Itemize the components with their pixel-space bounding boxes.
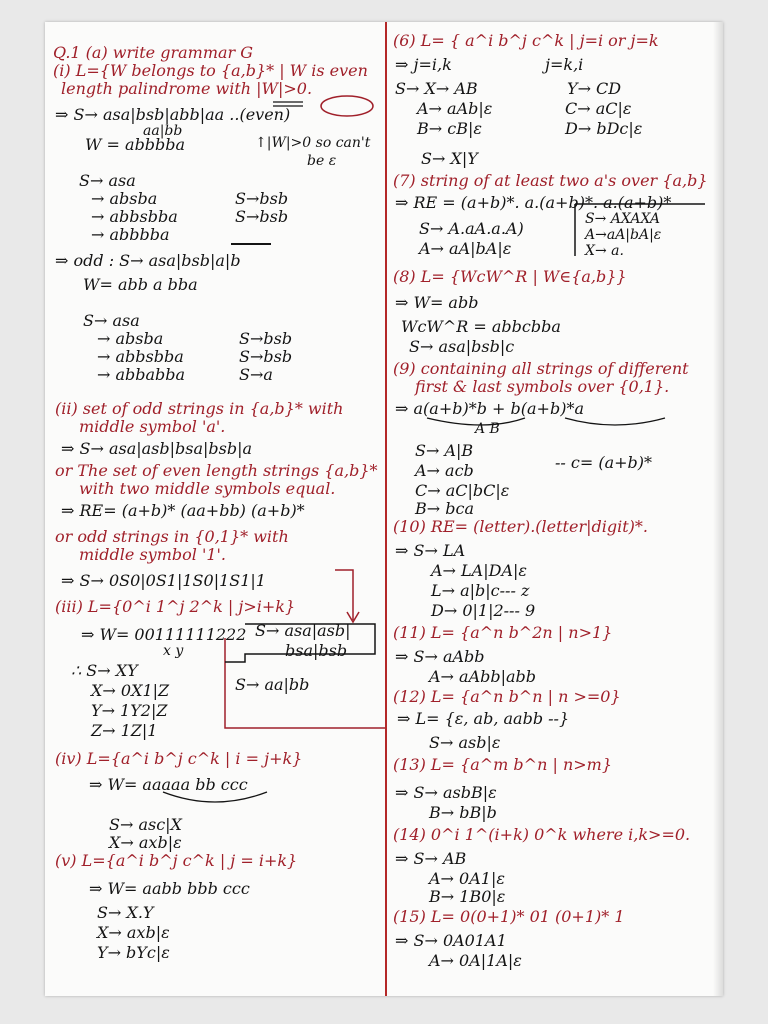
box-line: S→ asa|asb| <box>255 621 351 640</box>
left-line: X→ axb|ε <box>97 923 170 942</box>
left-line: → abbsbba <box>97 347 184 366</box>
arrow-line <box>335 570 353 620</box>
left-line: X→ 0X1|Z <box>91 681 170 700</box>
left-line: S→bsb <box>235 189 289 208</box>
left-line: length palindrome with |W|>0. <box>61 79 313 98</box>
left-line: S→ asc|X <box>109 815 182 834</box>
right-line: first & last symbols over {0,1}. <box>415 377 670 396</box>
left-line: ⇒ W= aabb bbb ccc <box>89 879 250 898</box>
notebook-page <box>45 22 723 996</box>
left-line: ⇒ W= aaaaa bb ccc <box>89 775 248 794</box>
left-line: or The set of even length strings {a,b}* <box>55 461 378 480</box>
right-line: (10) RE= (letter).(letter|digit)*. <box>393 517 648 536</box>
left-line: aa|bb <box>143 123 183 139</box>
right-line: ⇒ a(a+b)*b + b(a+b)*a <box>395 399 584 418</box>
left-line: Z→ 1Z|1 <box>91 721 158 740</box>
right-line: A→ aA|bA|ε <box>419 239 512 258</box>
left-line: (ii) set of odd strings in {a,b}* with <box>55 399 344 418</box>
left-line: ⇒ S→ asa|asb|bsa|bsb|a <box>61 439 253 458</box>
right-line: B→ bB|b <box>429 803 497 822</box>
right-line: S→ A.aA.a.A) <box>419 219 524 238</box>
left-line: S→ asa <box>79 171 136 190</box>
left-line: S→bsb <box>235 207 289 226</box>
left-line: ⇒ S→ asa|bsb|abb|aa ..(even) <box>55 105 291 124</box>
left-line: Y→ 1Y2|Z <box>91 701 168 720</box>
left-line: (iii) L={0^i 1^j 2^k | j>i+k} <box>55 597 296 616</box>
right-line: A→ aAbb|abb <box>429 667 537 686</box>
right-line: B→ cB|ε <box>417 119 482 138</box>
right-line: ⇒ RE = (a+b)*. a.(a+b)*. a.(a+b)* <box>395 193 672 212</box>
left-line: → absba <box>91 189 158 208</box>
left-line: ⇒ RE= (a+b)* (aa+bb) (a+b)* <box>61 501 305 520</box>
right-line: S→ A|B <box>415 441 474 460</box>
right-line: Y→ CD <box>567 79 622 98</box>
left-line: ⇒ S→ 0S0|0S1|1S0|1S1|1 <box>61 571 266 590</box>
right-line: C→ aC|ε <box>565 99 632 118</box>
right-line: ⇒ j=i,k <box>395 55 452 74</box>
right-line: ⇒ S→ 0A01A1 <box>395 931 507 950</box>
left-line: ↑|W|>0 so can't <box>255 135 371 151</box>
right-line: WcW^R = abbcbba <box>401 317 561 336</box>
left-line: S→a <box>239 365 273 384</box>
box-line: S→ aa|bb <box>235 675 310 694</box>
right-line: S→ AXAXA <box>585 211 661 227</box>
right-line: ⇒ S→ LA <box>395 541 466 560</box>
left-line: W = abbbba <box>85 135 186 154</box>
even-circle <box>321 96 373 116</box>
left-line: → abbbba <box>91 225 170 244</box>
right-line: A→ LA|DA|ε <box>431 561 527 580</box>
left-line: ⇒ W= 00111111222 <box>81 625 247 644</box>
left-line: x y <box>163 643 184 659</box>
right-line: S→ asa|bsb|c <box>409 337 515 356</box>
brace-b <box>565 418 665 425</box>
right-line: (7) string of at least two a's over {a,b} <box>393 171 708 190</box>
right-line: B→ bca <box>415 499 474 518</box>
left-line: (i) L={W belongs to {a,b}* | W is even <box>53 61 368 80</box>
left-line: S→ asa <box>83 311 140 330</box>
box-line: bsa|bsb <box>285 641 348 660</box>
right-line: ⇒ S→ AB <box>395 849 467 868</box>
left-line: S→ X.Y <box>97 903 154 922</box>
right-line: A→aA|bA|ε <box>585 227 662 243</box>
right-line: j=k,i <box>545 55 584 74</box>
left-line: → abbsbba <box>91 207 178 226</box>
right-line: (12) L= {a^n b^n | n >=0} <box>393 687 621 706</box>
right-line: ⇒ S→ asbB|ε <box>395 783 497 802</box>
right-line: -- c= (a+b)* <box>555 453 653 472</box>
right-line: ⇒ S→ aAbb <box>395 647 485 666</box>
left-line: (v) L={a^i b^j c^k | j = i+k} <box>55 851 298 870</box>
right-line: A→ aAb|ε <box>417 99 493 118</box>
right-line: A→ acb <box>415 461 474 480</box>
right-line: D→ bDc|ε <box>565 119 643 138</box>
right-line: A→ 0A|1A|ε <box>429 951 522 970</box>
right-line: ⇒ L= {ε, ab, aabb --} <box>397 709 570 728</box>
right-line: A→ 0A1|ε <box>429 869 505 888</box>
right-line: S→ asb|ε <box>429 733 501 752</box>
left-line: S→bsb <box>239 347 293 366</box>
left-line: ⇒ odd : S→ asa|bsb|a|b <box>55 251 241 270</box>
right-line: X→ a. <box>585 243 624 259</box>
left-line: with two middle symbols equal. <box>79 479 336 498</box>
right-line: (14) 0^i 1^(i+k) 0^k where i,k>=0. <box>393 825 691 844</box>
right-line: S→ X|Y <box>421 149 478 168</box>
left-line: → abbabba <box>97 365 186 384</box>
right-line: (15) L= 0(0+1)* 01 (0+1)* 1 <box>393 907 625 926</box>
right-line: B→ 1B0|ε <box>429 887 506 906</box>
right-line: L→ a|b|c--- z <box>431 581 530 600</box>
left-line: ∴ S→ XY <box>71 661 138 680</box>
right-line: (6) L= { a^i b^j c^k | j=i or j=k <box>393 31 659 50</box>
left-line: S→bsb <box>239 329 293 348</box>
left-line: or odd strings in {0,1}* with <box>55 527 289 546</box>
right-line: S→ X→ AB <box>395 79 478 98</box>
right-line: D→ 0|1|2--- 9 <box>431 601 536 620</box>
right-line: (8) L= {WcW^R | W∈{a,b}} <box>393 267 627 286</box>
left-line: → absba <box>97 329 164 348</box>
right-line: (11) L= {a^n b^2n | n>1} <box>393 623 613 642</box>
left-line: be ε <box>307 153 337 169</box>
left-line: Q.1 (a) write grammar G <box>53 43 254 62</box>
right-line: C→ aC|bC|ε <box>415 481 510 500</box>
left-line: middle symbol '1'. <box>79 545 227 564</box>
right-line: (9) containing all strings of different <box>393 359 689 378</box>
left-line: W= abb a bba <box>83 275 198 294</box>
right-line: (13) L= {a^m b^n | n>m} <box>393 755 613 774</box>
left-line: Y→ bYc|ε <box>97 943 170 962</box>
left-line: (iv) L={a^i b^j c^k | i = j+k} <box>55 749 303 768</box>
left-line: middle symbol 'a'. <box>79 417 226 436</box>
right-line: A B <box>475 421 500 437</box>
right-line: ⇒ W= abb <box>395 293 479 312</box>
left-line: X→ axb|ε <box>109 833 182 852</box>
